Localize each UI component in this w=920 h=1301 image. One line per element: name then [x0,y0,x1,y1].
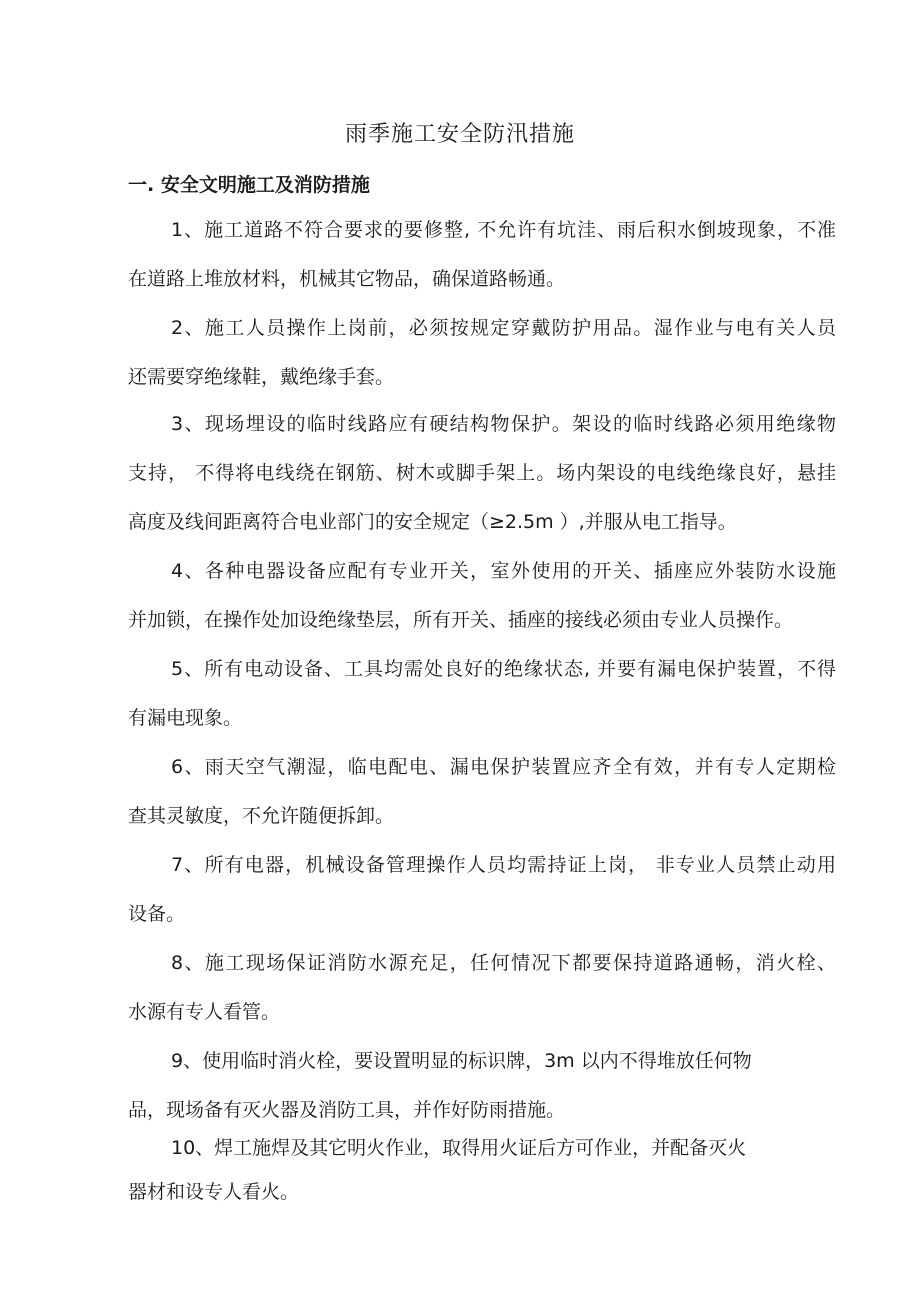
list-item-line: 并加锁，在操作处加设绝缘垫层，所有开关、插座的接线必须由专业人员操作。 [128,609,794,631]
document-title: 雨季施工安全防汛措施 [344,122,575,147]
list-item-line: 1、施工道路不符合要求的要修整, 不允许有坑洼、雨后积水倒坡现象，不准 [171,219,836,241]
list-item-10 [128,1126,836,1214]
list-item-line: 查其灵敏度，不允许随便拆卸。 [128,805,395,827]
list-item-line: 器材和设专人看火。 [128,1181,300,1203]
list-item-4 [128,547,836,645]
list-item-line: 还需要穿绝缘鞋，戴绝缘手套。 [128,366,395,388]
list-item-line: 设备。 [128,903,186,925]
list-item-line: 高度及线间距离符合电业部门的安全规定（≥2.5m ）,并服从电工指导。 [128,511,737,533]
list-item-6 [128,743,836,841]
list-item-line: 10、焊工施焊及其它明火作业，取得用火证后方可作业，并配备灭火 [171,1137,747,1159]
list-item-line: 水源有专人看管。 [128,1001,281,1023]
list-item-line: 2、施工人员操作上岗前，必须按规定穿戴防护用品。湿作业与电有关人员 [171,317,836,339]
list-item-line: 支持， 不得将电线绕在钢筋、树木或脚手架上。场内架设的电线绝缘良好，悬挂 [128,462,836,484]
list-item-line: 8、施工现场保证消防水源充足，任何情况下都要保持道路通畅，消火栓、 [171,952,836,974]
list-item-line: 3、现场埋设的临时线路应有硬结构物保护。架设的临时线路必须用绝缘物 [171,413,836,435]
list-item-5 [128,645,836,743]
list-item-3 [128,400,836,547]
list-item-line: 9、使用临时消火栓，要设置明显的标识牌，3m 以内不得堆放任何物 [171,1050,752,1072]
list-item-line: 品，现场备有灭火器及消防工具，并作好防雨措施。 [128,1099,566,1121]
section-heading: 一. 安全文明施工及消防措施 [128,174,370,196]
list-item-line: 在道路上堆放材料，机械其它物品，确保道路畅通。 [128,268,566,290]
list-item-7 [128,841,836,939]
list-item-8 [128,939,836,1037]
list-item-9 [128,1037,836,1135]
list-item-line: 6、雨天空气潮湿，临电配电、漏电保护装置应齐全有效，并有专人定期检 [171,756,836,778]
list-item-line: 7、所有电器，机械设备管理操作人员均需持证上岗， 非专业人员禁止动用 [171,854,836,876]
list-item-line: 4、各种电器设备应配有专业开关，室外使用的开关、插座应外装防水设施 [171,560,836,582]
list-item-2 [128,304,836,402]
list-item-line: 5、所有电动设备、工具均需处良好的绝缘状态, 并要有漏电保护装置，不得 [171,658,836,680]
list-item-1 [128,206,836,304]
list-item-line: 有漏电现象。 [128,707,243,729]
